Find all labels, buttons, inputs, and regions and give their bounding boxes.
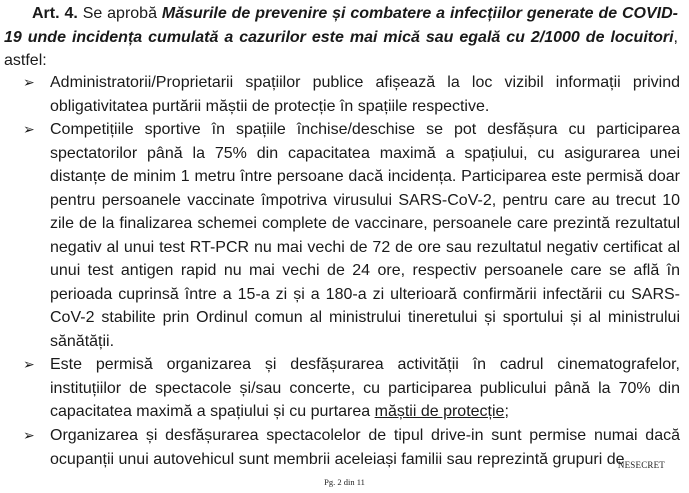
list-item-text: Administratorii/Proprietarii spațiilor publice afișează la loc vizibil informații privind obligativitatea purtării măștii de protecție în spațiile respective. — [50, 74, 680, 115]
page-number: Pg. 2 din 11 — [324, 477, 365, 487]
arrow-bullet-icon: ➢ — [23, 121, 35, 137]
list-item — [0, 71, 680, 118]
article-suffix: , astfel: — [4, 28, 678, 69]
list-item-text-end: ; — [504, 403, 509, 420]
list-item-text: Organizarea și desfășurarea spectacolelor de tipul drive-in sunt permise numai dacă ocupanții unui autovehicul sunt membrii aceleiași familii sau reprezintă grupuri de — [50, 427, 680, 468]
list-item — [0, 424, 680, 471]
article-intro: Se aprobă — [82, 5, 157, 22]
arrow-bullet-icon: ➢ — [23, 74, 35, 90]
list-item — [0, 118, 680, 353]
list-item — [0, 353, 680, 424]
classification-label: NESECRET — [617, 460, 665, 470]
list-item-text: Este permisă organizarea și desfășurarea activității în cadrul cinematografelor, instituțiilor de spectacole și/sau concerte, cu participarea publicului până la 70% din capacitatea maximă a spațiului și cu purtarea — [50, 356, 680, 420]
article-label: Art. 4. — [32, 5, 78, 22]
arrow-bullet-icon: ➢ — [23, 427, 35, 443]
article-heading: Măsurile de prevenire și combatere a infecțiilor generate de COVID-19 unde incidența cumulată a cazurilor este mai mică sau egală cu 2/1000 de locuitori — [4, 5, 679, 46]
list-item-text: Competițiile sportive în spațiile închise/deschise se pot desfășura cu participarea spectatorilor până la 75% din capacitatea maximă a spațiului, cu asigurarea unei distanțe de minim 1 metru între persoane dacă incidența. Participarea este permisă doar pentru persoanele vaccinate împotriva virusului SARS-CoV-2, pentru care au trecut 10 zile de la finalizarea schemei complete de vaccinare, persoanele care prezintă rezultatul negativ al unui test RT-PCR nu mai vechi de 72 de ore sau rezultatul negativ certificat al unui test antigen rapid nu mai vechi de 24 ore, respectiv persoanele care se află în perioada cuprinsă între a 15-a zi și a 180-a zi ulterioară confirmării infectării cu SARS-CoV-2 stabilite prin Ordinul comun al ministrului tineretului și sportului și al ministrului sănătății. — [50, 121, 680, 350]
measures-list — [0, 71, 680, 471]
underlined-text: măștii de protecție — [374, 403, 505, 420]
arrow-bullet-icon: ➢ — [23, 356, 35, 372]
article-4-paragraph — [4, 2, 678, 73]
